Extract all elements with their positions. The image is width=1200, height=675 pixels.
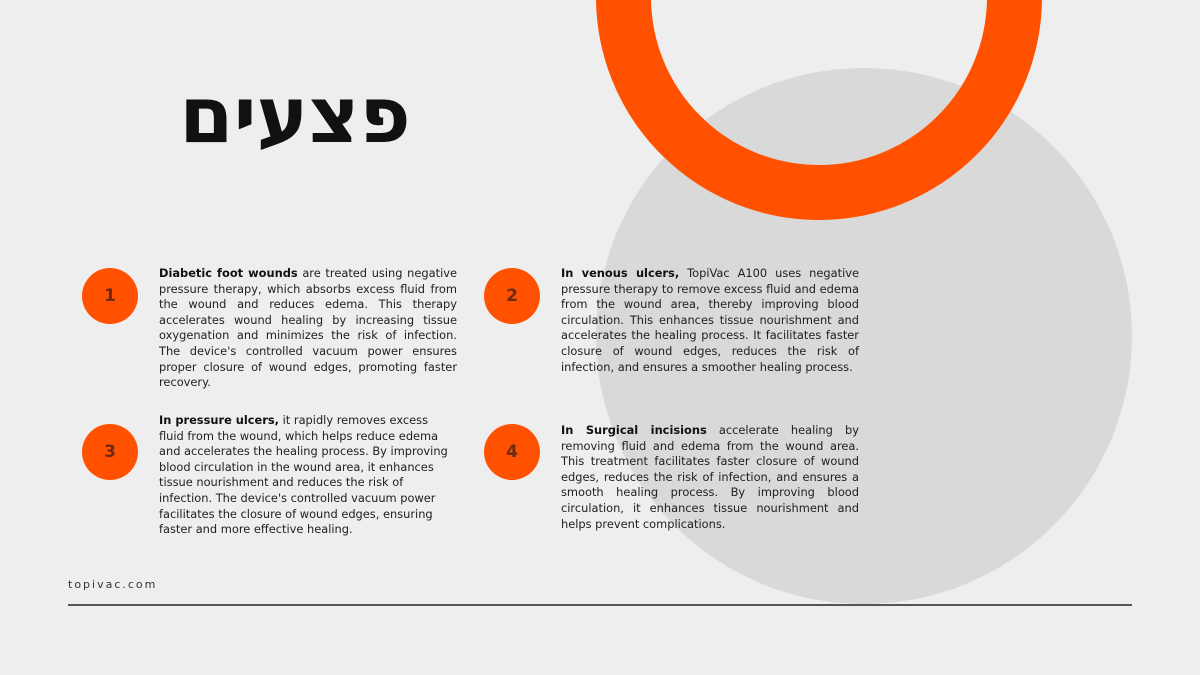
item-number-badge xyxy=(484,268,540,324)
item-number-badge xyxy=(484,424,540,480)
item-number-badge xyxy=(82,268,138,324)
item-body: accelerate healing by removing fluid and edema from the wound area. This treatment facilitates faster closure of wound edges, reduces the risk of infection, and ensures a smooth healing process. By improving blood circulation, it enhances tissue nourishment and helps prevent complications. xyxy=(561,423,859,531)
item-lead: In Surgical incisions xyxy=(561,423,707,437)
item-lead: In venous ulcers, xyxy=(561,266,680,280)
item-lead: In pressure ulcers, xyxy=(159,413,280,427)
item-number: 4 xyxy=(506,442,518,462)
item-lead: Diabetic foot wounds xyxy=(159,266,298,280)
item-number: 1 xyxy=(104,286,116,306)
item-body: it rapidly removes excess fluid from the wound, which helps reduce edema and accelerates the healing process. By improving blood circulation in the wound area, it enhances tissue nourishment and reduces the risk of infection. The device's controlled vacuum power facilitates the closure of wound edges, ensuring faster and more effective healing. xyxy=(159,413,448,537)
item-number: 3 xyxy=(104,442,116,462)
item-description xyxy=(561,266,859,375)
item-description xyxy=(159,266,457,391)
item-description xyxy=(159,413,455,538)
footer-website-link[interactable]: topivac.com xyxy=(68,578,158,591)
item-body: are treated using negative pressure therapy, which absorbs excess fluid from the wound and reduces edema. This therapy accelerates wound healing by increasing tissue oxygenation and minimizes the risk of infection. The device's controlled vacuum power ensures proper closure of wound edges, promoting faster recovery. xyxy=(159,266,457,390)
page-title: פצעים xyxy=(179,71,411,161)
item-body: TopiVac A100 uses negative pressure therapy to remove excess fluid and edema from the wound area, thereby improving blood circulation. This enhances tissue nourishment and accelerates the healing process. It facilitates faster closure of wound edges, reduces the risk of infection, and ensures a smoother healing process. xyxy=(561,266,859,374)
item-number: 2 xyxy=(506,286,518,306)
item-description xyxy=(561,423,859,532)
footer-divider xyxy=(68,604,1132,606)
item-number-badge xyxy=(82,424,138,480)
